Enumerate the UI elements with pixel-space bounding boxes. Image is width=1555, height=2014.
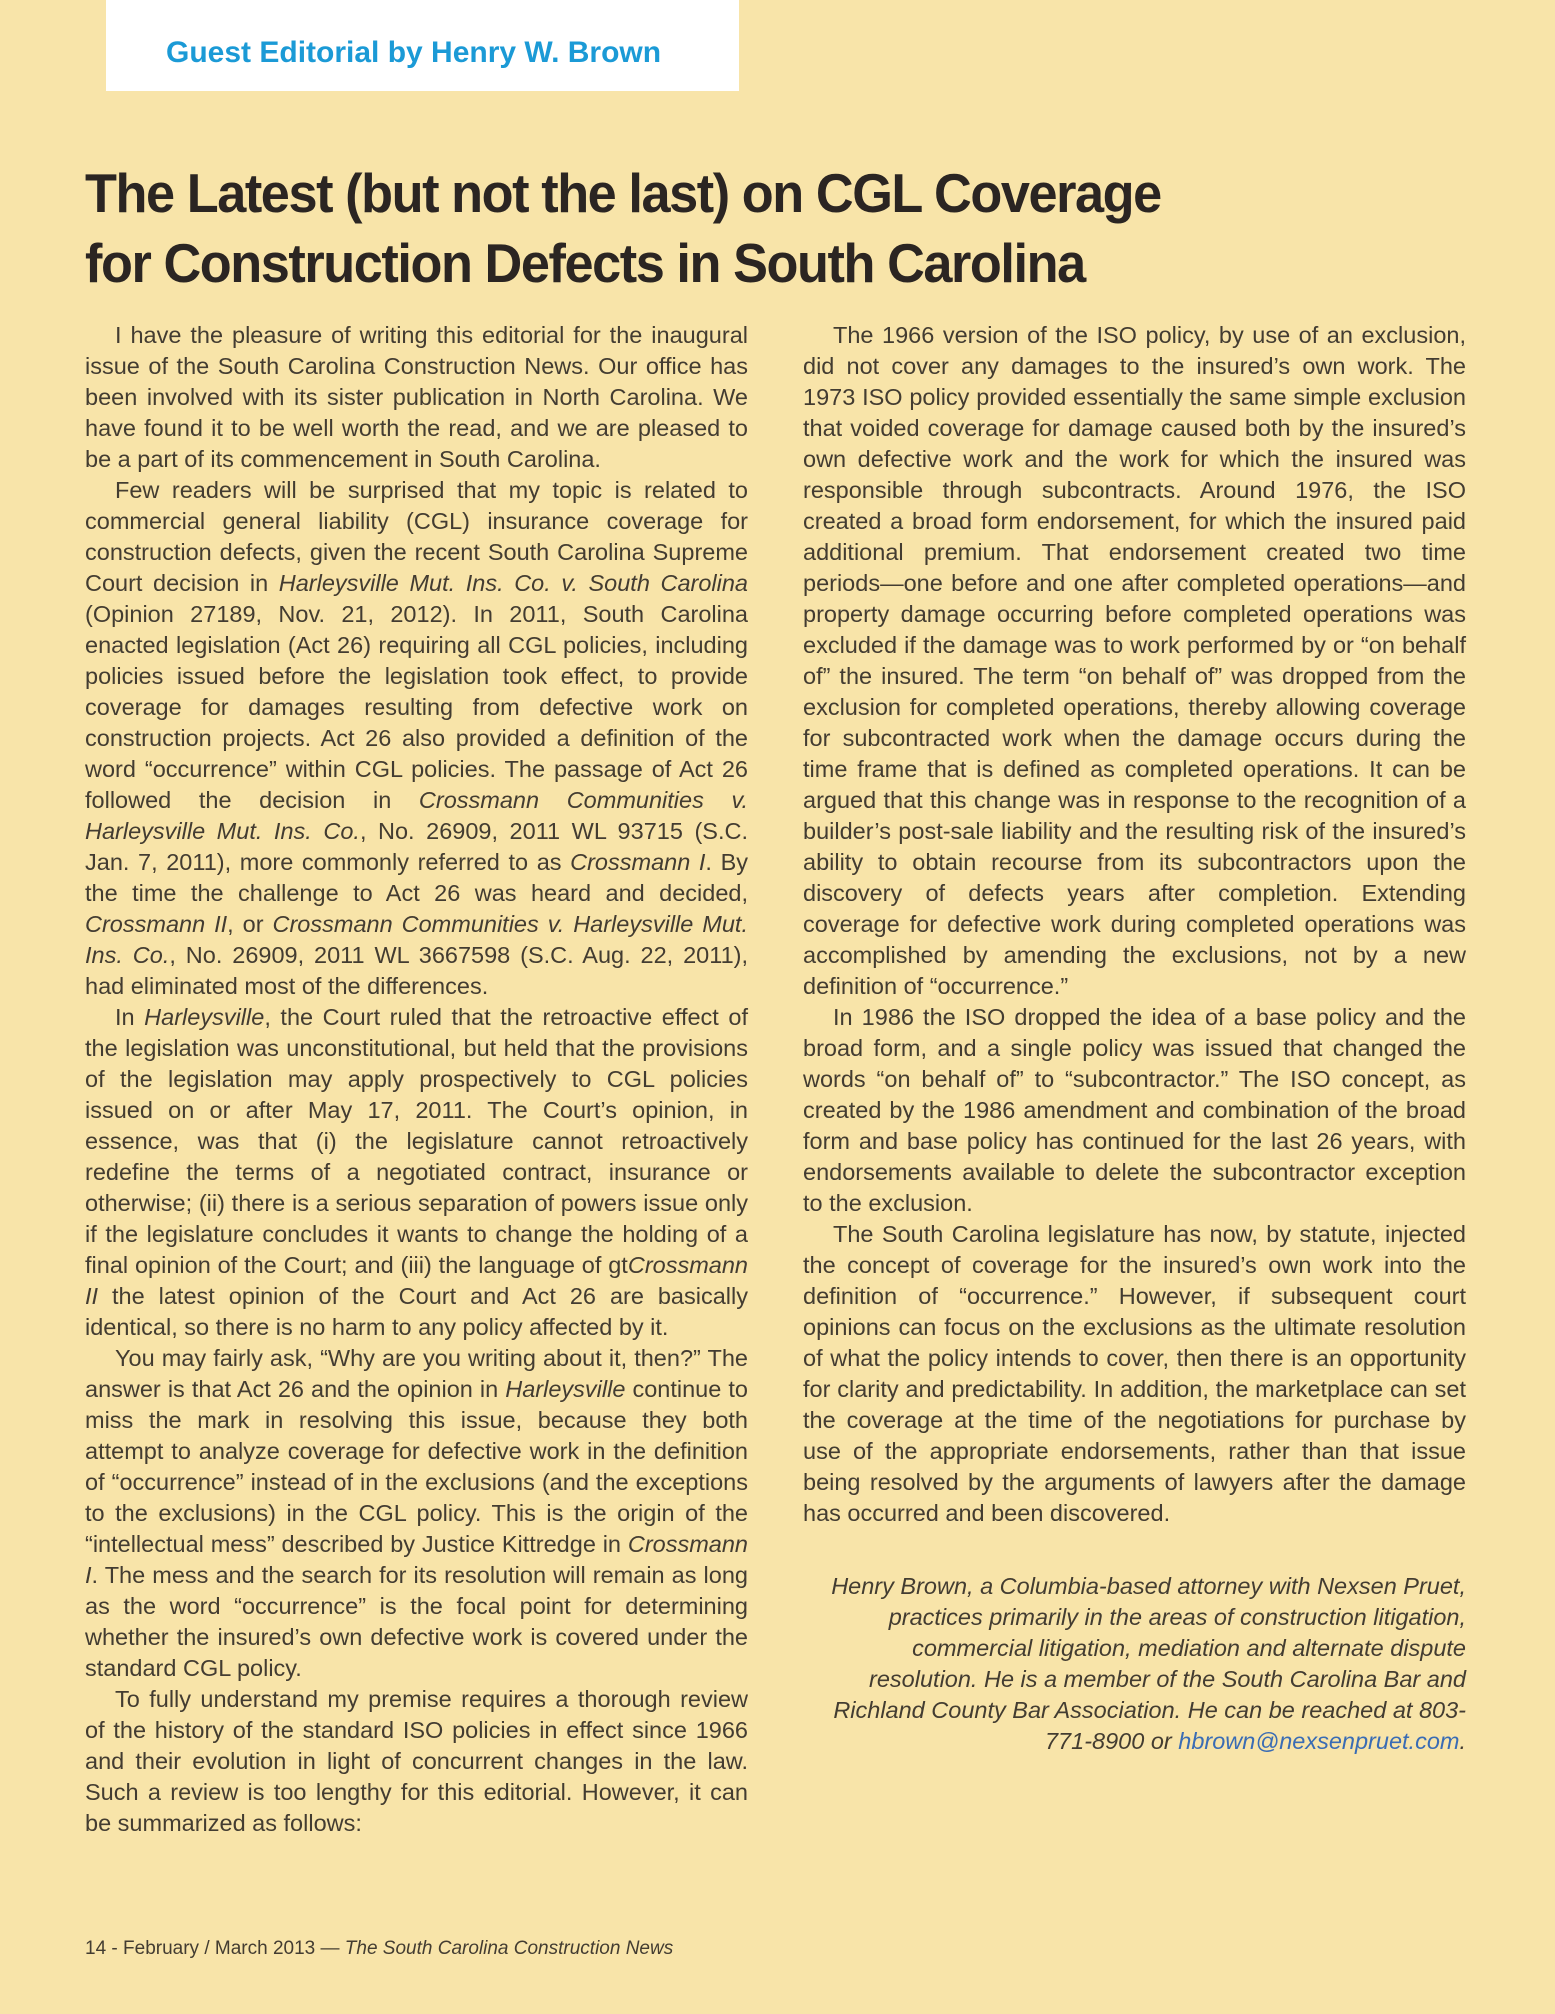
text-run: In — [115, 1004, 145, 1030]
paragraph — [803, 1571, 1466, 1757]
case-name-italic: Crossmann II — [85, 911, 228, 937]
text-run: Few readers will be surprised that my topic is related to commercial general liability (CGL) insurance coverage for construction defects, given the recent South Carolina Supreme Court decision in — [85, 477, 748, 596]
paragraph — [85, 1684, 748, 1839]
case-name-italic: Harleysville — [144, 1004, 265, 1030]
article-columns — [85, 320, 1466, 1839]
text-run: continue to miss the mark in resolving this issue, because they both attempt to analyze coverage for defective work in the definition of “occurrence” instead of in the exclusions (and the exceptions to the exclusions) in the CGL policy. This is the origin of the “intellectual mess” described by Justice Kittredge in — [85, 1376, 748, 1557]
case-name-italic: Crossmann Communities v. Harleysville Mut. Ins. Co. — [85, 911, 748, 968]
text-run: , No. 26909, 2011 WL 3667598 (S.C. Aug. 22, 2011), had eliminated most of the differences. — [85, 942, 748, 999]
text-run: , No. 26909, 2011 WL 93715 (S.C. Jan. 7, 2011), more commonly referred to as — [85, 818, 748, 875]
author-bio — [803, 1571, 1466, 1757]
paragraph — [85, 475, 748, 1002]
text-run: To fully understand my premise requires a thorough review of the history of the standard ISO policies in effect since 1966 and their evolution in light of concurrent changes in the law. Such a review is too lengthy for this editorial. However, it can be summarized as follows: — [85, 1686, 748, 1836]
case-name-italic: Harleysville Mut. Ins. Co. v. South Carolina — [278, 570, 748, 596]
case-name-italic: Harleysville — [505, 1376, 626, 1402]
page-footer — [85, 1938, 673, 1960]
text-run: , the Court ruled that the retroactive effect of the legislation was unconstitutional, but held that the provisions of the legislation may apply prospectively to CGL policies issued on or after May 17, 2011. The Court’s opinion, in essence, was that (i) the legislature cannot retroactively redefine the terms of a negotiated contract, insurance or otherwise; (ii) there is a serious separation of powers issue only if the legislature concludes it wants to change the holding of a final opinion of the Court; and (iii) the language of gt — [85, 1004, 748, 1278]
paragraph — [803, 1002, 1466, 1219]
column-left — [85, 320, 748, 1839]
footer-page-info: 14 - February / March 2013 — — [85, 1938, 345, 1959]
text-run: , or — [227, 911, 273, 937]
text-run: The 1966 version of the ISO policy, by use of an exclusion, did not cover any damages to the insured’s own work. The 1973 ISO policy provided essentially the same simple exclusion that voided coverage for damage caused both by the insured’s own defective work and the work for which the insured was responsible through subcontracts. Around 1976, the ISO created a broad form endorsement, for which the insured paid additional premium. That endorsement created two time periods—one before and one after completed operations—and property damage occurring before completed operations was excluded if the damage was to work performed by or “on behalf of” the insured. The term “on behalf of” was dropped from the exclusion for completed operations, thereby allowing coverage for subcontracted work when the damage occurs during the time frame that is defined as completed operations. It can be argued that this change was in response to the recognition of a builder’s post-sale liability and the resulting risk of the insured’s ability to obtain recourse from its subcontractors upon the discovery of defects years after completion. Extending coverage for defective work during completed operations was accomplished by amending the exclusions, not by a new definition of “occurrence.” — [803, 322, 1466, 999]
paragraph — [85, 1343, 748, 1684]
text-run: . — [1459, 1728, 1466, 1754]
guest-editorial-band — [106, 0, 739, 91]
paragraph — [803, 1219, 1466, 1529]
guest-editorial-label: Guest Editorial by Henry W. Brown — [166, 35, 662, 69]
text-run: (Opinion 27189, Nov. 21, 2012). In 2011, South Carolina enacted legislation (Act 26) requiring all CGL policies, including policies issued before the legislation took effect, to provide coverage for damages resulting from defective work on construction projects. Act 26 also provided a definition of the word “occurrence” within CGL policies. The passage of Act 26 followed the decision in — [85, 601, 748, 813]
paragraph — [803, 320, 1466, 1002]
footer-publication-name: The South Carolina Construction News — [344, 1938, 674, 1959]
case-name-italic: Crossmann II — [85, 1252, 748, 1309]
case-name-italic: Crossmann I — [85, 1531, 748, 1588]
text-run: In 1986 the ISO dropped the idea of a base policy and the broad form, and a single policy was issued that changed the words “on behalf of” to “subcontractor.” The ISO concept, as created by the 1986 amendment and combination of the broad form and base policy has continued for the last 26 years, with endorsements available to delete the subcontractor exception to the exclusion. — [803, 1004, 1466, 1216]
paragraph — [85, 1002, 748, 1343]
text-run: I have the pleasure of writing this editorial for the inaugural issue of the South Carolina Construction News. Our office has been involved with its sister publication in North Carolina. We have found it to be well worth the read, and we are pleased to be a part of its commencement in South Carolina. — [85, 322, 748, 472]
text-run: . The mess and the search for its resolution will remain as long as the word “occurrence” is the focal point for determining whether the insured’s own defective work is covered under the standard CGL policy. — [85, 1562, 748, 1681]
article-title-line-2: for Construction Defects in South Carolina — [85, 232, 1085, 294]
email-link[interactable]: hbrown@nexsenpruet.com — [1178, 1728, 1460, 1754]
case-name-italic: Crossmann Communities v. Harleysville Mut. Ins. Co. — [85, 787, 748, 844]
case-name-italic: Crossmann I — [570, 849, 706, 875]
text-run: . By the time the challenge to Act 26 was heard and decided, — [85, 849, 748, 906]
text-run: the latest opinion of the Court and Act 26 are basically identical, so there is no harm to any policy affected by it. — [85, 1283, 748, 1340]
paragraph — [85, 320, 748, 475]
article-title — [85, 158, 1396, 298]
article-title-line-1: The Latest (but not the last) on CGL Coverage — [85, 162, 1161, 224]
text-run: You may fairly ask, “Why are you writing about it, then?” The answer is that Act 26 and the opinion in — [85, 1345, 748, 1402]
column-right-paragraphs — [803, 320, 1466, 1529]
column-right — [803, 320, 1466, 1839]
text-run: The South Carolina legislature has now, by statute, injected the concept of coverage for the insured’s own work into the definition of “occurrence.” However, if subsequent court opinions can focus on the exclusions as the ultimate resolution of what the policy intends to cover, then there is an opportunity for clarity and predictability. In addition, the marketplace can set the coverage at the time of the negotiations for purchase by use of the appropriate endorsements, rather than that issue being resolved by the arguments of lawyers after the damage has occurred and been discovered. — [803, 1221, 1466, 1526]
text-run: Henry Brown, a Columbia-based attorney with Nexsen Pruet, practices primarily in the areas of construction litigation, commercial litigation, mediation and alternate dispute resolution. He is a member of the South Carolina Bar and Richland County Bar Association. He can be reached at 803-771-8900 or — [831, 1573, 1466, 1754]
